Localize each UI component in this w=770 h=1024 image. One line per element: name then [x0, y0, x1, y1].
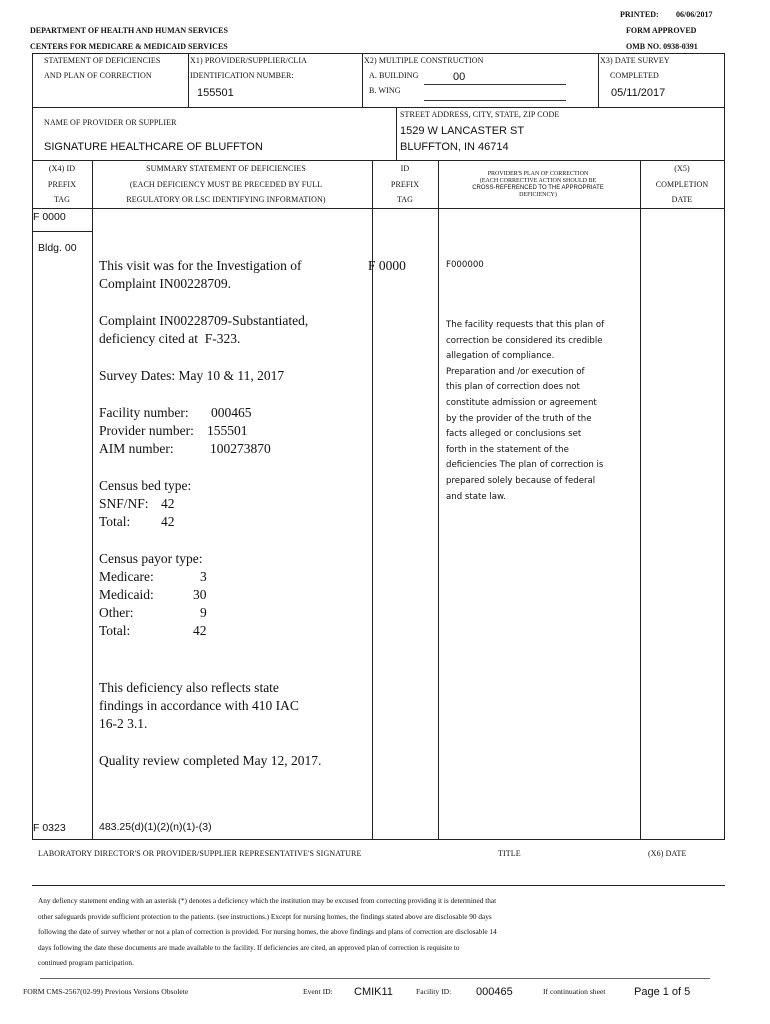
x1-label-line1: X1) PROVIDER/SUPPLIER/CLIA	[190, 56, 308, 65]
id-header-line2: PREFIX	[390, 180, 420, 189]
poc-tag: F000000	[446, 260, 484, 270]
survey-dates: Survey Dates: May 10 & 11, 2017	[99, 368, 285, 383]
facility-id-value: 000465	[476, 986, 513, 998]
form-identifier: FORM CMS-2567(02-99) Previous Versions Obsolete	[23, 987, 189, 996]
continuation-label: If continuation sheet	[543, 987, 606, 996]
state-line1: This deficiency also reflects state	[99, 680, 279, 695]
address-line1: 1529 W LANCASTER ST	[400, 125, 525, 137]
x4-header-line2: PREFIX	[47, 180, 77, 189]
total-bed-label: Total:	[99, 514, 131, 529]
facility-id-label: Facility ID:	[416, 987, 452, 996]
printed-label: PRINTED:	[620, 10, 659, 19]
x4-header-line3: TAG	[53, 195, 71, 204]
medicaid-label: Medicaid:	[99, 587, 154, 602]
address-label: STREET ADDRESS, CITY, STATE, ZIP CODE	[400, 110, 560, 119]
visit-line1: This visit was for the Investigation of	[99, 258, 302, 273]
disclaimer: Any defiency statement ending with an asterisk (*) denotes a deficiency which the institution may be excused from correcting providing it is determined that other safeguards provide sufficient protection to the patients. (see instructions.) Except for nursing homes, the findings stated above are disclosable 90 days following the date of survey whether or not a plan of correction is provided. For nursing homes, the above findings and plans of correction are disclosable 14 days following the date these documents are made available to the facility. If deficiencies are cited, an approved plan of correction is requisite to continued program participation.	[38, 896, 497, 967]
aim-number-label: AIM number:	[99, 441, 174, 456]
event-id-label: Event ID:	[303, 987, 333, 996]
total-bed-value: 42	[161, 514, 175, 529]
address-line2: BLUFFTON, IN 46714	[400, 141, 509, 153]
id-header-line1: ID	[400, 164, 410, 173]
regulation-reference: 483.25(d)(1)(2)(n)(1)-(3)	[99, 821, 212, 833]
title-label: TITLE	[498, 849, 521, 858]
x5-header-line3: DATE	[671, 195, 693, 204]
building-value: 00	[453, 71, 466, 83]
provider-name-value: SIGNATURE HEALTHCARE OF BLUFFTON	[44, 141, 263, 153]
state-line2: findings in accordance with 410 IAC	[99, 698, 299, 713]
provider-id-value: 155501	[197, 87, 234, 99]
summary-header-line1: SUMMARY STATEMENT OF DEFICIENCIES	[146, 164, 306, 173]
total-payor-label: Total:	[99, 623, 131, 638]
building-tag: Bldg. 00	[38, 242, 77, 254]
provider-name-label: NAME OF PROVIDER OR SUPPLIER	[44, 118, 177, 127]
medicaid-value: 30	[193, 587, 207, 602]
census-bed-type: Census bed type:	[99, 478, 192, 493]
wing-label: B. WING	[369, 86, 401, 95]
medicare-value: 3	[200, 569, 207, 584]
centers-name: CENTERS FOR MEDICARE & MEDICAID SERVICES	[30, 42, 228, 51]
visit-line2: Complaint IN00228709.	[99, 276, 231, 291]
x5-header-line2: COMPLETION	[655, 180, 709, 189]
building-label: A. BUILDING	[369, 71, 419, 80]
facility-number-label: Facility number:	[99, 405, 189, 420]
omb-number: OMB NO. 0938-0391	[626, 42, 698, 51]
tag-f0323: F 0323	[33, 822, 66, 834]
x5-header-line1: (X5)	[674, 164, 690, 173]
x1-label-line2: IDENTIFICATION NUMBER:	[190, 71, 294, 80]
page-number: Page 1 of 5	[634, 986, 691, 998]
summary-header-line3: REGULATORY OR LSC IDENTIFYING INFORMATION)	[126, 195, 326, 204]
provider-number-value: 155501	[207, 423, 248, 438]
id-prefix-tag: F 0000	[368, 258, 406, 273]
facility-number-value: 000465	[211, 405, 252, 420]
tag-f0000: F 0000	[33, 211, 66, 223]
snf-value: 42	[161, 496, 175, 511]
statement-label-line2: AND PLAN OF CORRECTION	[44, 71, 152, 80]
x4-header-line1: (X4) ID	[48, 164, 76, 173]
complaint-line1: Complaint IN00228709-Substantiated,	[99, 313, 309, 328]
poc-header: PROVIDER'S PLAN OF CORRECTION (EACH CORRECTIVE ACTION SHOULD BE CROSS-REFERENCED TO THE APPROPRIATE DEFICIENCY)	[472, 171, 604, 198]
x2-label: X2) MULTIPLE CONSTRUCTION	[364, 56, 484, 65]
total-payor-value: 42	[193, 623, 207, 638]
census-payor-type: Census payor type:	[99, 551, 203, 566]
department-name: DEPARTMENT OF HEALTH AND HUMAN SERVICES	[30, 26, 228, 35]
other-value: 9	[200, 605, 207, 620]
statement-label-line1: STATEMENT OF DEFICIENCIES	[44, 56, 161, 65]
x3-label-line2: COMPLETED	[610, 71, 659, 80]
event-id-value: CMIK11	[354, 986, 393, 998]
survey-date-value: 05/11/2017	[611, 87, 666, 99]
aim-number-value: 100273870	[210, 441, 271, 456]
signature-label: LABORATORY DIRECTOR'S OR PROVIDER/SUPPLIER REPRESENTATIVE'S SIGNATURE	[38, 849, 362, 858]
plan-of-correction-text: The facility requests that this plan of correction be considered its credible allegation of compliance. Preparation and /or execution of this plan of correction does not constitute admission or agreement by the provider of the truth of the facts alleged or conclusions set forth in the statement of the deficiencies The plan of correction is prepared solely because of federal and state law.	[446, 320, 605, 502]
summary-header-line2: (EACH DEFICIENCY MUST BE PRECEDED BY FULL	[129, 180, 323, 189]
provider-number-label: Provider number:	[99, 423, 194, 438]
snf-label: SNF/NF:	[99, 496, 149, 511]
state-line3: 16-2 3.1.	[99, 716, 148, 731]
id-header-line3: TAG	[396, 195, 414, 204]
form-approved: FORM APPROVED	[626, 26, 697, 35]
other-label: Other:	[99, 605, 134, 620]
complaint-line2: deficiency cited at F-323.	[99, 331, 241, 346]
quality-review: Quality review completed May 12, 2017.	[99, 753, 322, 768]
x3-label-line1: X3) DATE SURVEY	[600, 56, 670, 65]
x6-date-label: (X6) DATE	[648, 849, 687, 858]
printed-date: 06/06/2017	[676, 10, 713, 19]
medicare-label: Medicare:	[99, 569, 154, 584]
